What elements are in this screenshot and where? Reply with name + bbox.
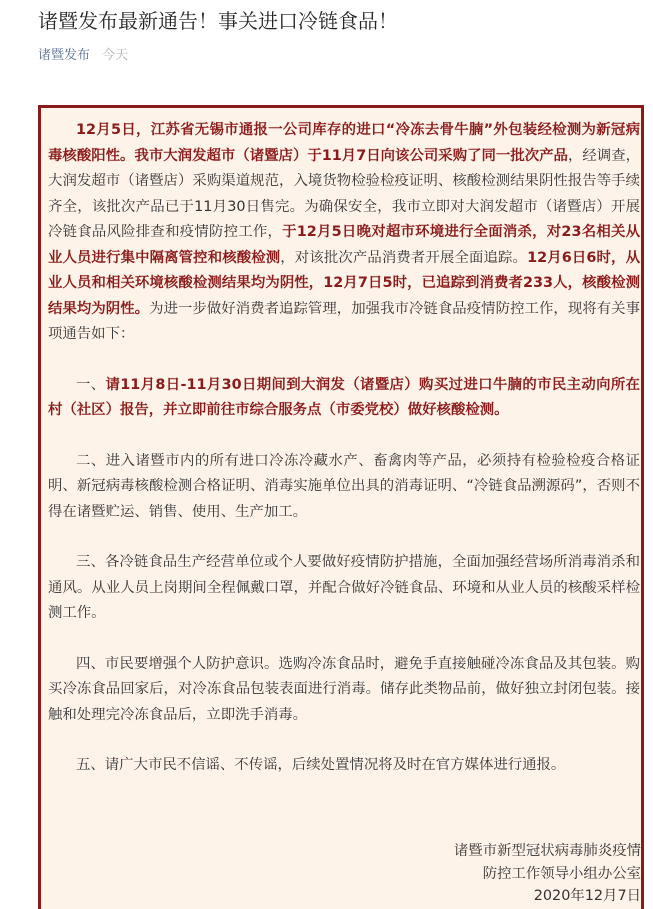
- item-four: 四、市民要增强个人防护意识。选购冷冻食品时，避免手直接触碰冷冻食品及其包装。购买冷冻食品回家后，对冷冻食品包装表面进行消毒。储存此类物品前，做好独立封闭包装。接触和处理完冷冻食品后，立即洗手消毒。: [48, 655, 640, 723]
- spacer: [48, 728, 640, 753]
- intro-text-2: ，对该批次产品消费者开展全面追踪。: [280, 249, 528, 266]
- notice-body: [48, 118, 640, 779]
- item-one-text: 请11月8日-11月30日期间到大润发（诸暨店）购买过进口牛腩的市民主动向所在村（社区）报告，并立即前往市综合服务点（市委党校）做好核酸检测。: [48, 376, 640, 418]
- item-five: 五、请广大市民不信谣、不传谣，后续处置情况将及时在官方媒体进行通报。: [76, 757, 566, 773]
- source-link[interactable]: 诸暨发布: [38, 48, 91, 63]
- signature-block: [454, 840, 641, 908]
- spacer: [48, 348, 640, 373]
- intro-highlight-3: 12月6日6时，从业人员和相关环境核酸检测结果均为阴性，12月7日5时，已追踪到消费者233人，核酸检测结果均为阴性。: [48, 249, 640, 317]
- intro-highlight-2: 于12月5日晚对超市环境进行全面消杀，对23名相关从业人员进行集中隔离管控和核酸检测: [48, 224, 640, 266]
- article-title: 诸暨发布最新通告！事关进口冷链食品！: [38, 9, 398, 33]
- item-one: [48, 373, 640, 424]
- item-two: 二、进入诸暨市内的所有进口冷冻冷藏水产、畜禽肉等产品，必须持有检验检疫合格证明、新冠病毒核酸检测合格证明、消毒实施单位出具的消毒证明、“冷链食品溯源码”，否则不得在诸暨贮运、销售、使用、生产加工。: [48, 452, 640, 520]
- spacer: [48, 627, 640, 652]
- intro-paragraph: [48, 118, 640, 348]
- intro-text-3: 为进一步做好消费者追踪管理，加强我市冷链食品疫情防控工作，现将有关事项通告如下：: [48, 300, 640, 342]
- intro-highlight-1: 12月5日，江苏省无锡市通报一公司库存的进口“冷冻去骨牛腩”外包装经检测为新冠病毒核酸阳性。我市大润发超市（诸暨店）于11月7日向该公司采购了同一批次产品: [48, 122, 640, 164]
- item-three: 三、各冷链食品生产经营单位或个人要做好疫情防护措施，全面加强经营场所消毒消杀和通风。从业人员上岗期间全程佩戴口罩，并配合做好冷链食品、环境和从业人员的核酸采样检测工作。: [48, 554, 640, 621]
- spacer: [48, 424, 640, 449]
- signature-date: 2020年12月7日: [533, 888, 641, 904]
- intro-text-1: ，经调查，大润发超市（诸暨店）采购渠道规范，入境货物检验检疫证明、核酸检测结果阴性报告等手续齐全，该批次产品已于11月30日售完。为确保安全，我市立即对大润发超市（诸暨店）开展冷链食品风险排查和疫情防控工作，: [48, 147, 640, 240]
- article-meta: [38, 47, 128, 65]
- signature-org-line1: 诸暨市新型冠状病毒肺炎疫情: [453, 843, 641, 859]
- item-one-prefix: 一、: [76, 376, 106, 393]
- signature-org-line2: 防控工作领导小组办公室: [482, 865, 641, 882]
- spacer: [48, 525, 640, 550]
- publish-date: 今天: [102, 48, 129, 63]
